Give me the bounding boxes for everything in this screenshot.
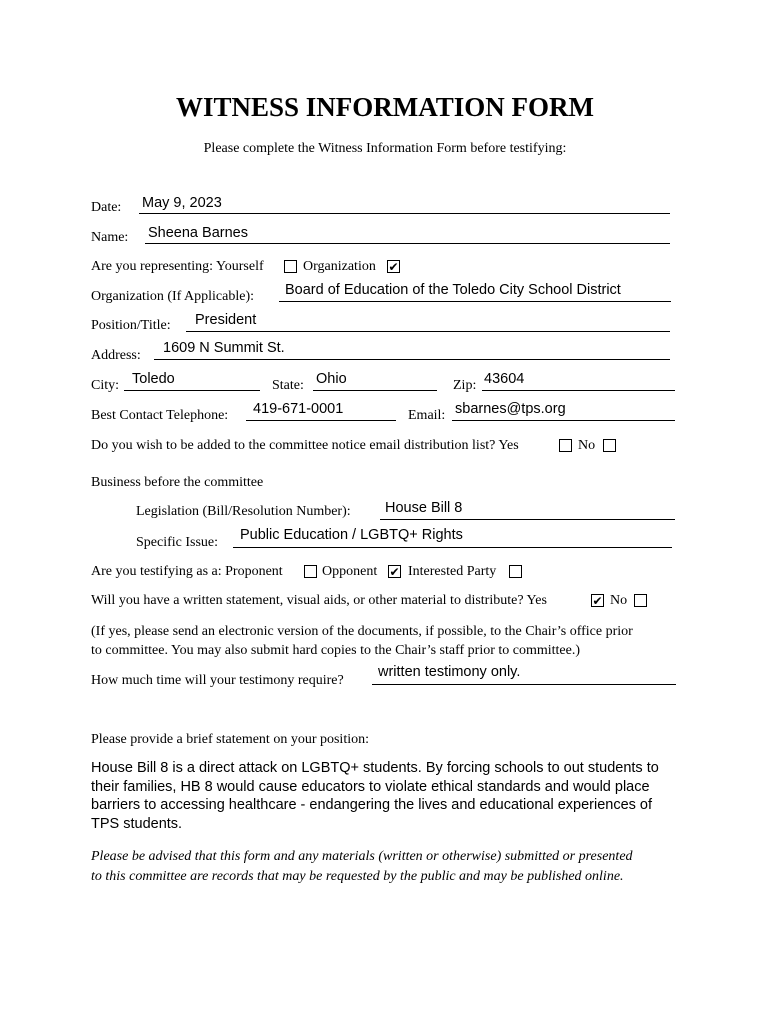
date-field[interactable]: May 9, 2023 <box>142 195 222 211</box>
position-field[interactable]: President <box>195 312 257 328</box>
email-label: Email: <box>408 408 446 423</box>
issue-label: Specific Issue: <box>136 535 219 550</box>
state-underline <box>313 390 437 391</box>
date-underline <box>139 213 670 214</box>
yourself-checkbox[interactable] <box>284 260 297 273</box>
statement-text[interactable]: House Bill 8 is a direct attack on LGBTQ+ students. By forcing schools to out students to their families, HB 8 would cause educators to violate ethical standards and would place barriers to accessing healthcare - endangering the lives and educational experiences of TPS students. <box>91 760 659 832</box>
interested-party-checkbox[interactable] <box>509 565 522 578</box>
interested-party-label: Interested Party <box>408 564 497 579</box>
issue-field[interactable]: Public Education / LGBTQ+ Rights <box>240 527 463 543</box>
email-underline <box>452 420 675 421</box>
name-field[interactable]: Sheena Barnes <box>148 225 248 241</box>
materials-no-label: No <box>610 593 628 608</box>
organization-checkbox[interactable]: ✔ <box>388 260 399 274</box>
address-field[interactable]: 1609 N Summit St. <box>163 340 285 356</box>
proponent-checkbox[interactable] <box>304 565 317 578</box>
form-title: WITNESS INFORMATION FORM <box>175 92 595 122</box>
telephone-label: Best Contact Telephone: <box>91 408 229 423</box>
telephone-underline <box>246 420 396 421</box>
email-field[interactable]: sbarnes@tps.org <box>455 401 566 417</box>
statement-prompt: Please provide a brief statement on your position: <box>91 732 369 747</box>
address-label: Address: <box>91 348 141 363</box>
opponent-label: Opponent <box>322 564 378 579</box>
form-subtitle: Please complete the Witness Information Form before testifying: <box>203 141 567 156</box>
distribution-question: Do you wish to be added to the committee notice email distribution list? Yes <box>91 438 519 453</box>
zip-label: Zip: <box>453 378 477 393</box>
organization-field[interactable]: Board of Education of the Toledo City School District <box>285 282 621 298</box>
organization-underline <box>279 301 671 302</box>
organization-label: Organization (If Applicable): <box>91 289 255 304</box>
instructions-line-1: (If yes, please send an electronic version of the documents, if possible, to the Chair’s office prior <box>91 624 633 639</box>
telephone-field[interactable]: 419-671-0001 <box>253 401 344 417</box>
time-field[interactable]: written testimony only. <box>378 664 521 680</box>
legislation-label: Legislation (Bill/Resolution Number): <box>136 504 351 519</box>
business-heading: Business before the committee <box>91 475 264 490</box>
organization-option-label: Organization <box>303 259 376 274</box>
address-underline <box>154 359 670 360</box>
issue-underline <box>233 547 672 548</box>
state-label: State: <box>272 378 304 393</box>
opponent-checkbox[interactable]: ✔ <box>389 565 400 579</box>
legislation-underline <box>380 519 675 520</box>
materials-yes-checkbox[interactable]: ✔ <box>592 594 603 608</box>
materials-question: Will you have a written statement, visual aids, or other material to distribute? Yes <box>91 593 547 608</box>
position-underline <box>186 331 670 332</box>
city-underline <box>124 390 260 391</box>
disclaimer-line-1: Please be advised that this form and any materials (written or otherwise) submitted or presented <box>91 849 633 864</box>
representing-question: Are you representing: Yourself <box>91 259 264 274</box>
distribution-yes-checkbox[interactable] <box>559 439 572 452</box>
distribution-no-label: No <box>578 438 596 453</box>
disclaimer-line-2: to this committee are records that may be requested by the public and may be published online. <box>91 869 624 884</box>
materials-no-checkbox[interactable] <box>634 594 647 607</box>
zip-underline <box>482 390 675 391</box>
name-underline <box>145 243 670 244</box>
time-underline <box>372 684 676 685</box>
city-label: City: <box>91 378 120 393</box>
instructions-line-2: to committee. You may also submit hard copies to the Chair’s staff prior to committee.) <box>91 643 581 658</box>
testifying-question: Are you testifying as a: Proponent <box>91 564 283 579</box>
name-label: Name: <box>91 230 129 245</box>
zip-field[interactable]: 43604 <box>484 371 525 387</box>
time-label: How much time will your testimony require? <box>91 673 344 688</box>
position-label: Position/Title: <box>91 318 171 333</box>
state-field[interactable]: Ohio <box>316 371 347 387</box>
city-field[interactable]: Toledo <box>132 371 175 387</box>
distribution-no-checkbox[interactable] <box>603 439 616 452</box>
date-label: Date: <box>91 200 122 215</box>
legislation-field[interactable]: House Bill 8 <box>385 500 463 516</box>
